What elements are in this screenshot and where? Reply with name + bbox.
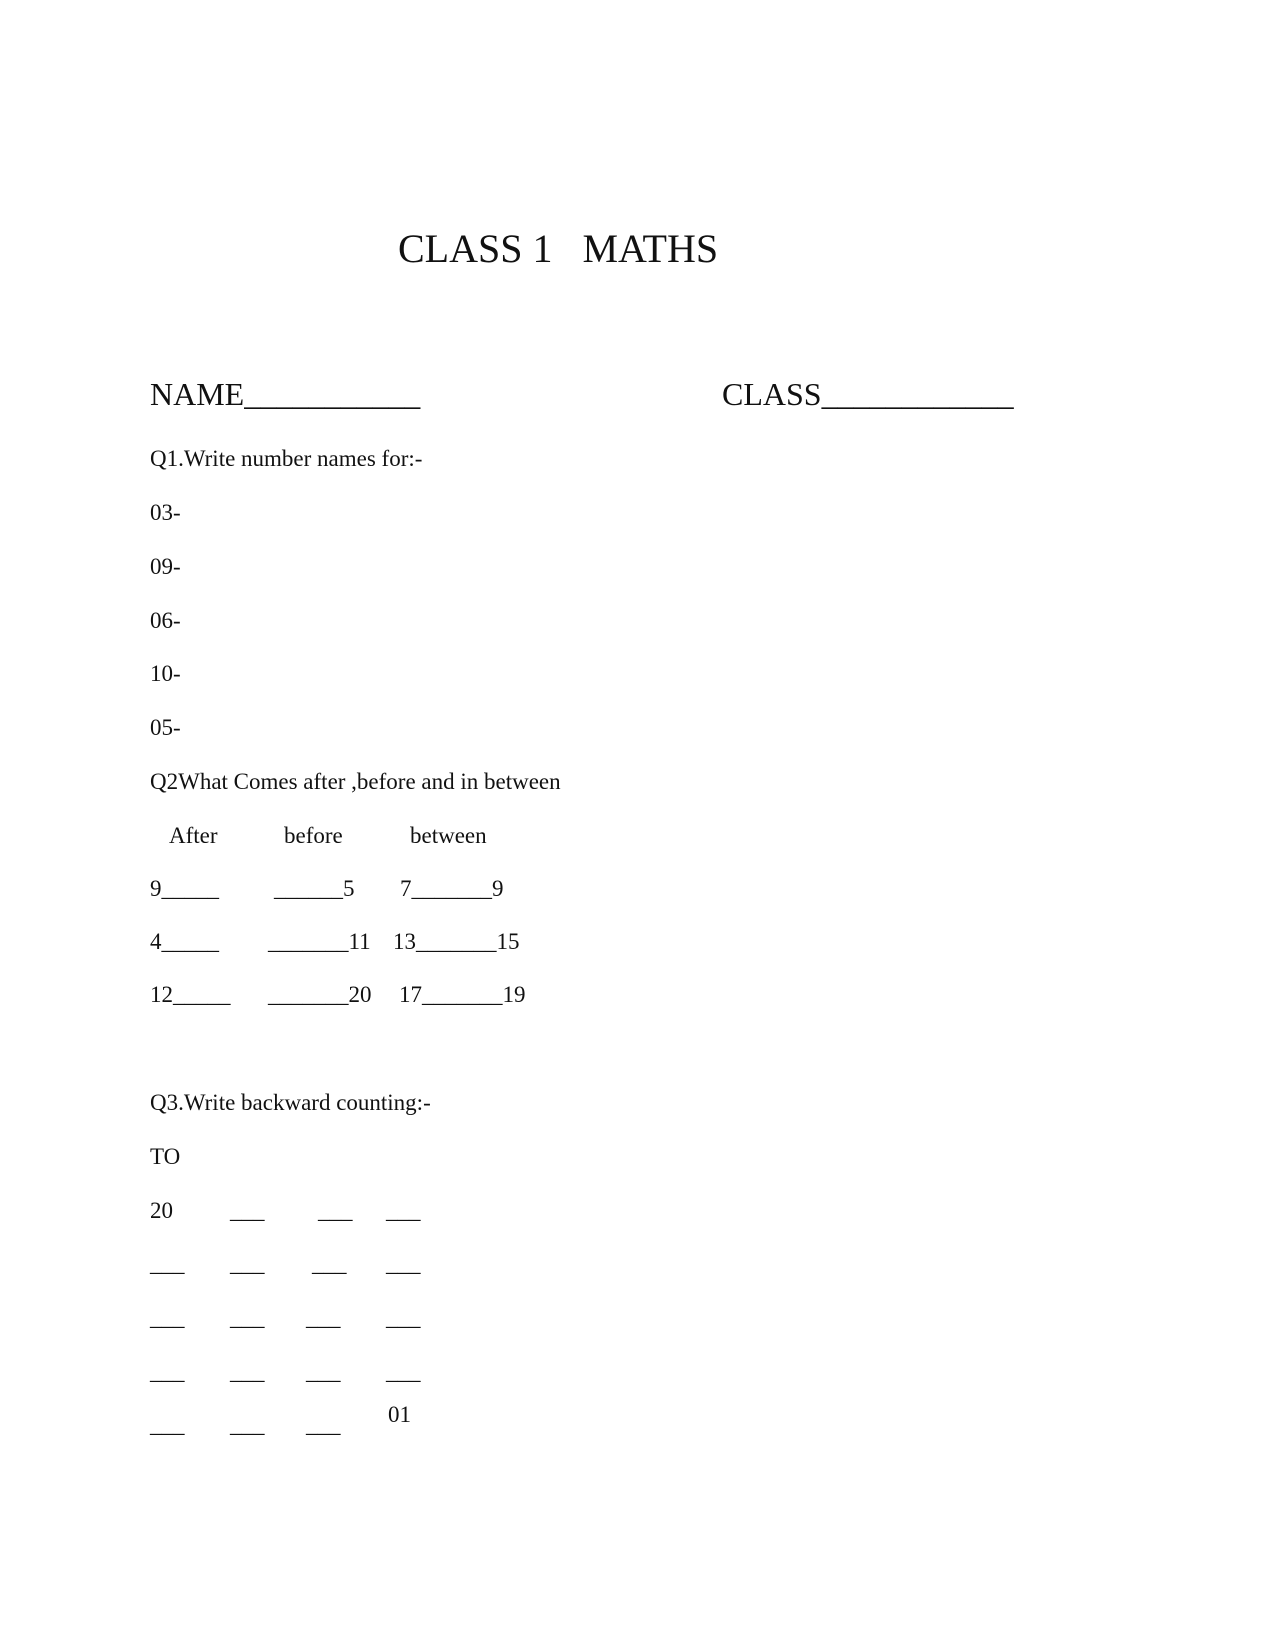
q3-grid-cell: ___: [386, 1251, 421, 1276]
q3-grid-cell: ___: [386, 1359, 421, 1384]
page-title: CLASS 1 MATHS: [398, 226, 719, 271]
q3-grid-cell: ___: [230, 1359, 265, 1384]
q2-before-cell: _______20: [268, 982, 372, 1007]
q1-heading: Q1.Write number names for:-: [150, 446, 423, 471]
q2-after-cell: 12_____: [150, 982, 231, 1007]
q2-before-cell: _______11: [268, 929, 371, 954]
q2-after-cell: 4_____: [150, 929, 219, 954]
q3-grid-cell: ___: [306, 1305, 341, 1330]
q3-grid-cell: ___: [306, 1412, 341, 1437]
q2-after-cell: 9_____: [150, 876, 219, 901]
q3-grid-cell: ___: [150, 1359, 185, 1384]
q1-item: 09-: [150, 554, 181, 579]
q3-grid-cell: ___: [386, 1305, 421, 1330]
q3-grid-cell: ___: [230, 1305, 265, 1330]
q3-grid-cell: ___: [230, 1198, 265, 1223]
q1-item: 03-: [150, 500, 181, 525]
q1-item: 05-: [150, 715, 181, 740]
q2-before-cell: ______5: [274, 876, 355, 901]
q3-grid-cell: ___: [386, 1198, 421, 1223]
q3-grid-cell: ___: [306, 1359, 341, 1384]
q1-item: 10-: [150, 661, 181, 686]
q2-column-before: before: [284, 823, 343, 848]
q2-column-after: After: [169, 823, 218, 848]
q3-grid-cell: ___: [150, 1412, 185, 1437]
q3-heading: Q3.Write backward counting:-: [150, 1090, 431, 1115]
q1-item: 06-: [150, 608, 181, 633]
q2-between-cell: 13_______15: [393, 929, 520, 954]
q3-grid-cell: 20: [150, 1198, 173, 1223]
q3-grid-cell: ___: [150, 1251, 185, 1276]
q3-grid-cell: ___: [318, 1198, 353, 1223]
q3-grid-cell: 01: [388, 1402, 411, 1427]
q2-between-cell: 7_______9: [400, 876, 504, 901]
q2-column-between: between: [410, 823, 487, 848]
q3-grid-cell: ___: [230, 1251, 265, 1276]
q3-grid-cell: ___: [150, 1305, 185, 1330]
class-field-label: CLASS____________: [722, 376, 1014, 412]
name-field-label: NAME___________: [150, 376, 421, 412]
q3-grid-cell: ___: [312, 1251, 347, 1276]
q2-between-cell: 17_______19: [399, 982, 526, 1007]
q2-heading: Q2What Comes after ,before and in between: [150, 769, 561, 794]
q3-to-label: TO: [150, 1144, 181, 1169]
q3-grid-cell: ___: [230, 1412, 265, 1437]
